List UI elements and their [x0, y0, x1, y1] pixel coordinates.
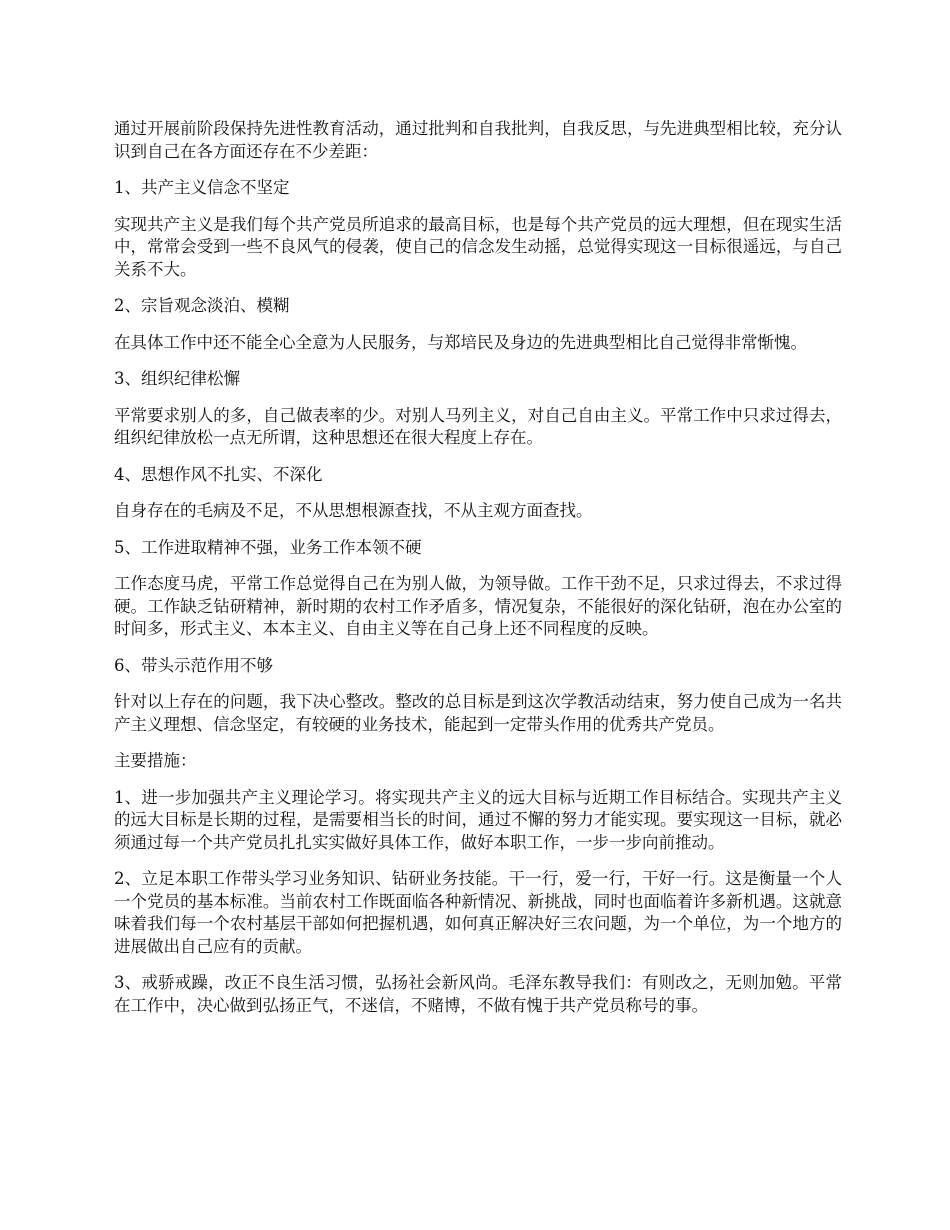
section-heading-2: 2、宗旨观念淡泊、模糊 — [114, 296, 290, 315]
measure-paragraph-1: 1、进一步加强共产主义理论学习。将实现共产主义的远大目标与近期工作目标结合。实现共产主义的远大目标是长期的过程，是需要相当长的时间，通过不懈的努力才能实现。要实现这一目标，就必须通过每一个共产党员扎扎实实做好具体工作，做好本职工作，一步一步向前推动。 — [114, 787, 842, 852]
section-paragraph-4: 自身存在的毛病及不足，不从思想根源查找，不从主观方面查找。 — [114, 501, 593, 520]
section-heading-5: 5、工作进取精神不强，业务工作本领不硬 — [114, 537, 422, 557]
section-paragraph-6: 针对以上存在的问题，我下决心整改。整改的总目标是到这次学教活动结束，努力使自己成为一名共产主义理想、信念坚定，有较硬的业务技术，能起到一定带头作用的优秀共产党员。 — [114, 692, 842, 734]
section-paragraph-2: 在具体工作中还不能全心全意为人民服务，与郑培民及身边的先进典型相比自己觉得非常惭愧。 — [114, 332, 807, 352]
section-heading-1: 1、共产主义信念不坚定 — [114, 178, 290, 197]
section-heading-6: 6、带头示范作用不够 — [114, 655, 273, 675]
section-paragraph-5: 工作态度马虎，平常工作总觉得自己在为别人做，为领导做。工作干劲不足，只求过得去，不求过得硬。工作缺乏钻研精神，新时期的农村工作矛盾多，情况复杂，不能很好的深化钻研，泡在办公室的时间多，形式主义、本本主义、自由主义等在自己身上还不同程度的反映。 — [114, 574, 842, 638]
section-paragraph-1: 实现共产主义是我们每个共产党员所追求的最高目标，也是每个共产党员的远大理想，但在现实生活中，常常会受到一些不良风气的侵袭，使自己的信念发生动摇，总觉得实现这一目标很遥远，与自己关系不大。 — [114, 214, 842, 279]
measures-heading: 主要措施： — [114, 751, 197, 770]
measure-paragraph-3: 3、戒骄戒躁，改正不良生活习惯，弘扬社会新风尚。毛泽东教导我们：有则改之，无则加勉。平常在工作中，决心做到弘扬正气，不迷信，不赌博，不做有愧于共产党员称号的事。 — [114, 973, 842, 1015]
section-paragraph-3: 平常要求别人的多，自己做表率的少。对别人马列主义，对自己自由主义。平常工作中只求过得去，组织纪律放松一点无所谓，这种思想还在很大程度上存在。 — [114, 405, 842, 447]
intro-paragraph: 通过开展前阶段保持先进性教育活动，通过批判和自我批判，自我反思，与先进典型相比较，充分认识到自己在各方面还存在不少差距： — [114, 119, 842, 161]
section-heading-3: 3、组织纪律松懈 — [114, 369, 240, 388]
measure-paragraph-2: 2、立足本职工作带头学习业务知识、钻研业务技能。干一行，爱一行，干好一行。这是衡量一个人一个党员的基本标准。当前农村工作既面临各种新情况、新挑战，同时也面临着许多新机遇。这就意味着我们每一个农村基层干部如何把握机遇，如何真正解决好三农问题，为一个单位，为一个地方的进展做出自己应有的贡献。 — [114, 869, 842, 956]
document-page — [114, 118, 842, 1031]
section-heading-4: 4、思想作风不扎实、不深化 — [114, 464, 323, 484]
